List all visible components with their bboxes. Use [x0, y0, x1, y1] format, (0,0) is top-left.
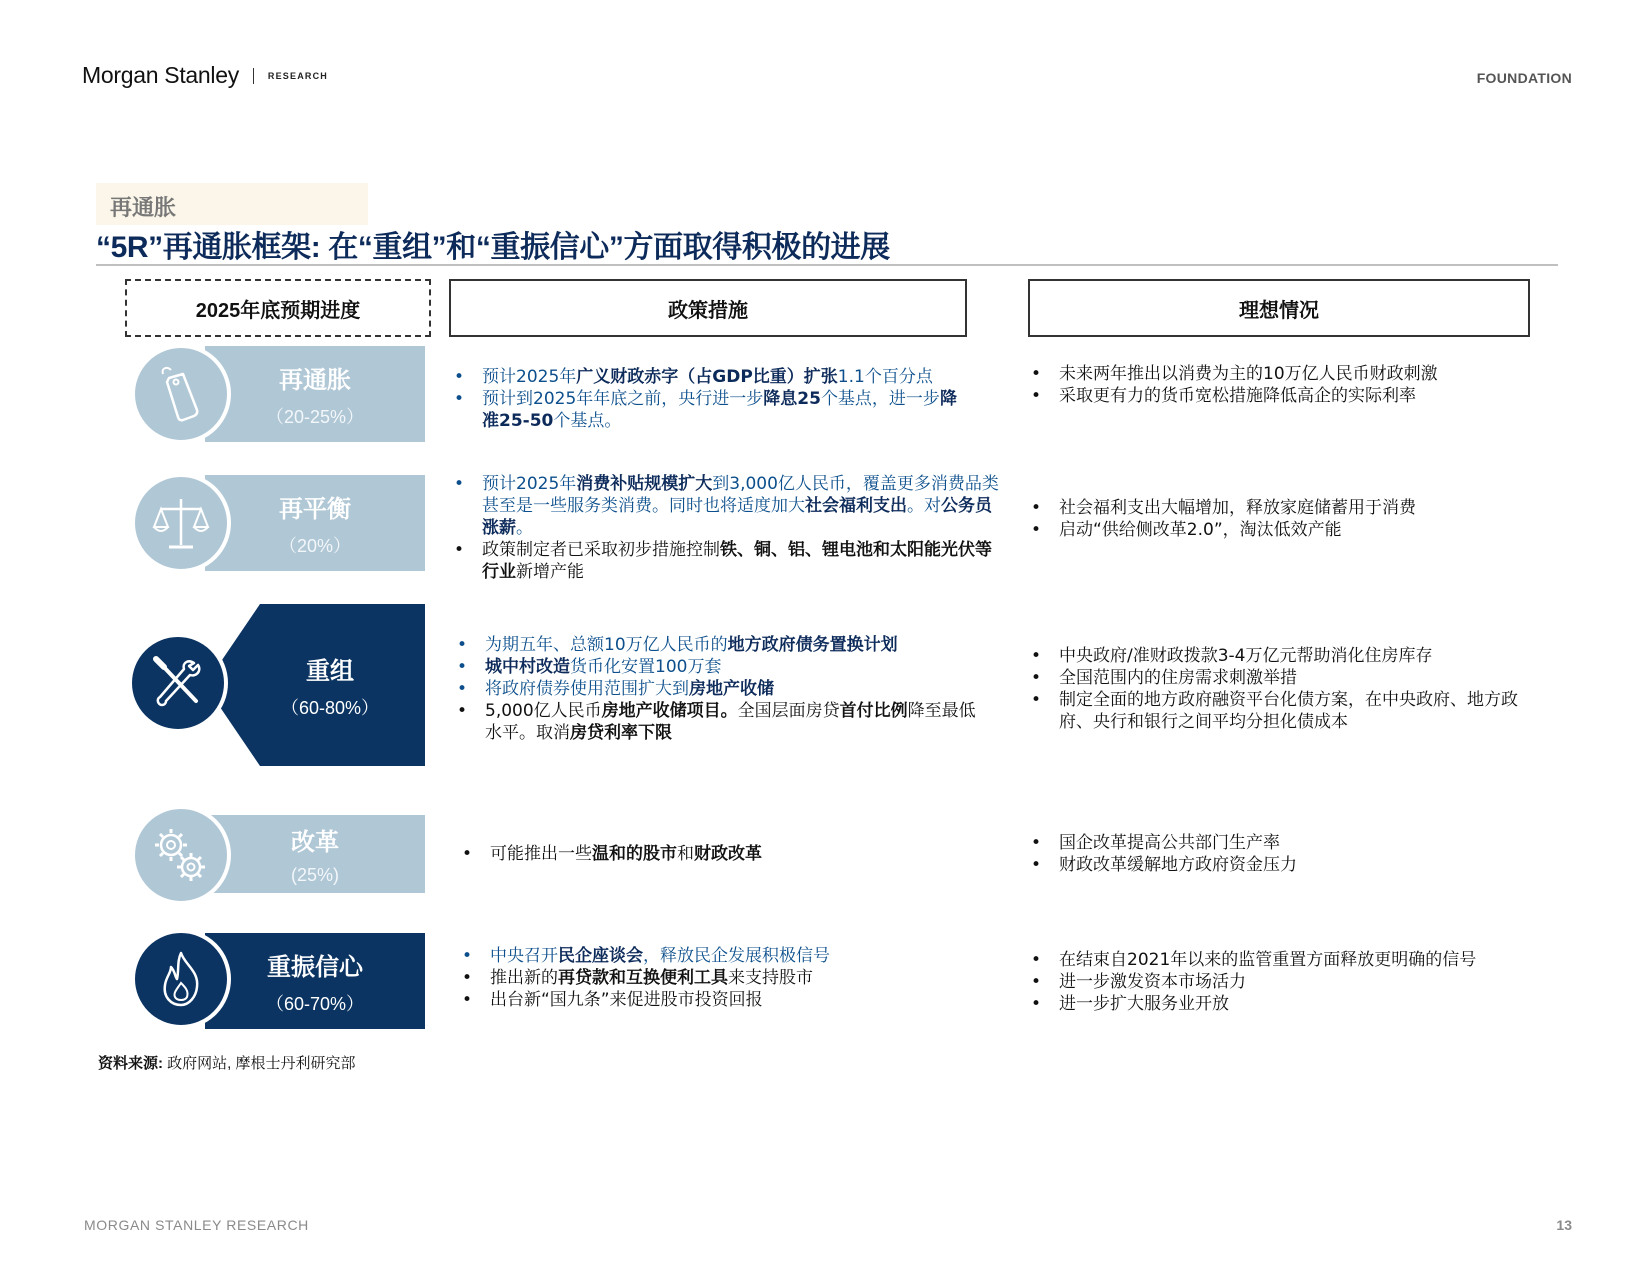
bullet-text: 降至最低水平。取消 [485, 701, 976, 743]
bullet-text: 。 [516, 518, 533, 538]
row-banner-confidence [205, 933, 425, 1029]
ideal-list-confidence [1029, 949, 1534, 1015]
policy-list-restructuring [455, 634, 980, 744]
column-header-ideal: 理想情况 [1028, 279, 1530, 337]
bullet-text: 。对 [907, 496, 941, 516]
ideal-bullet: • 社会福利支出大幅增加，释放家庭储蓄用于消费 [1029, 497, 1529, 519]
policy-list-confidence [460, 945, 990, 1011]
policy-bullet [460, 843, 980, 865]
ideal-bullet: • 财政改革缓解地方政府资金压力 [1029, 854, 1529, 876]
row-icon-circle [128, 633, 228, 733]
row-icon-circle [131, 344, 231, 444]
bullet-text: 中央召开 [490, 946, 558, 966]
row-banner-reform [205, 815, 425, 893]
bullet-emphasis: 再贷款和互换便利工具 [558, 968, 728, 988]
morgan-stanley-logo: Morgan Stanley [82, 62, 239, 88]
bullet-emphasis: 铁、铜、铝、锂电池和太阳能光伏等行业 [482, 540, 992, 582]
bullet-emphasis: 社会福利支出 [805, 496, 907, 516]
ideal-bullet: • 国企改革提高公共部门生产率 [1029, 832, 1529, 854]
flame-icon [149, 947, 213, 1011]
row-icon-circle [131, 805, 231, 905]
bullet-text: 出台新“国九条”来促进股市投资回报 [490, 990, 763, 1010]
bullet-text: 政策制定者已采取初步措施控制 [482, 540, 720, 560]
row-banner-rebalance [205, 475, 425, 571]
row-banner-text [235, 604, 425, 766]
logo-divider [253, 68, 254, 84]
bullet-text: 预计2025年 [482, 474, 577, 494]
row-percentage: （20-25%） [265, 406, 365, 427]
bullet-emphasis: 房地产收储项目。 [601, 701, 738, 721]
policy-bullet [452, 388, 972, 432]
bullet-text: 新增产能 [516, 562, 584, 582]
ideal-bullet: • 在结束自2021年以来的监管重置方面释放更明确的信号 [1029, 949, 1534, 971]
row-percentage: (25%) [290, 865, 339, 885]
bullet-emphasis: 财政改革 [694, 844, 762, 864]
page-number: 13 [1556, 1217, 1572, 1233]
bullet-text: 到3,000亿人民币，覆盖更多消费品类甚至是一些服务类消费。同时也将适度加大 [482, 474, 999, 516]
column-header-policy: 政策措施 [449, 279, 967, 337]
bullet-emphasis: 降息25 [763, 389, 821, 409]
page-title: “5R”再通胀框架: 在“重组”和“重振信心”方面取得积极的进展 [96, 231, 890, 264]
bullet-emphasis: 消费补贴规模扩大 [576, 474, 713, 494]
source-text: 政府网站, 摩根士丹利研究部 [163, 1055, 356, 1072]
bullet-emphasis: 公务员涨薪 [482, 496, 992, 538]
balance-scale-icon [149, 491, 213, 555]
bullet-text: ，释放民企发展积极信号 [643, 946, 830, 966]
bullet-text: 全国层面房贷 [737, 701, 840, 721]
row-title: 重组 [306, 657, 354, 685]
ideal-bullet: • 全国范围内的住房需求刺激举措 [1029, 667, 1534, 689]
policy-bullet [460, 967, 990, 989]
ideal-list-reform [1029, 832, 1529, 876]
bullet-text: 个基点。 [553, 411, 622, 431]
foundation-label: FOUNDATION [1476, 70, 1572, 86]
policy-bullet [460, 989, 990, 1011]
bullet-text: 5,000亿人民币 [485, 701, 602, 721]
ideal-list-rebalance [1029, 497, 1529, 541]
footer-brand: MORGAN STANLEY RESEARCH [84, 1217, 309, 1233]
section-tag: 再通胀 [96, 183, 368, 225]
row-title: 改革 [291, 829, 339, 856]
policy-bullet [460, 945, 990, 967]
source-label: 资料来源: [98, 1055, 163, 1072]
research-label: RESEARCH [267, 70, 328, 81]
row-icon-circle [131, 929, 231, 1029]
bullet-text: 预计到2025年年底之前，央行进一步 [482, 389, 764, 409]
row-title: 再通胀 [279, 366, 351, 394]
bullet-text: 货币化安置100万套 [570, 657, 722, 677]
row-title: 再平衡 [279, 495, 351, 523]
bullet-text: 将政府债券使用范围扩大到 [485, 679, 689, 699]
price-tag-icon [149, 362, 213, 426]
ideal-bullet: • 进一步激发资本市场活力 [1029, 971, 1534, 993]
ideal-bullet: • 进一步扩大服务业开放 [1029, 993, 1534, 1015]
policy-bullet [455, 634, 980, 656]
row-banner-reflation [205, 346, 425, 442]
bullet-emphasis: 温和的股市 [592, 844, 677, 864]
ideal-bullet: • 未来两年推出以消费为主的10万亿人民币财政刺激 [1029, 363, 1529, 385]
bullet-text: 可能推出一些 [490, 844, 592, 864]
ideal-bullet: • 启动“供给侧改革2.0”，淘汰低效产能 [1029, 519, 1529, 541]
bullet-text: 来支持股市 [728, 968, 813, 988]
policy-list-rebalance [452, 473, 1007, 583]
ideal-bullet: • 采取更有力的货币宽松措施降低高企的实际利率 [1029, 385, 1529, 407]
bullet-text: 个基点，进一步 [820, 389, 940, 409]
bullet-emphasis: 地方政府债务置换计划 [727, 635, 898, 655]
row-percentage: （60-70%） [265, 993, 365, 1014]
bullet-text: 和 [677, 844, 694, 864]
bullet-emphasis: 首付比例 [839, 701, 908, 721]
ideal-list-restructuring [1029, 645, 1534, 733]
row-icon-circle [131, 473, 231, 573]
bullet-emphasis: 广义财政赤字（占GDP比重）扩张 [576, 367, 838, 387]
ideal-bullet: • 制定全面的地方政府融资平台化债方案，在中央政府、地方政府、央行和银行之间平均分担化债成本 [1029, 689, 1534, 733]
column-header-progress: 2025年底预期进度 [125, 279, 431, 337]
row-percentage: （20%） [278, 535, 352, 556]
bullet-text: 为期五年、总额10万亿人民币的 [485, 635, 728, 655]
gears-icon [149, 823, 213, 887]
bullet-emphasis: 降准25-50 [482, 389, 957, 431]
bullet-text: 预计2025年 [482, 367, 577, 387]
policy-bullet [455, 700, 980, 744]
bullet-emphasis: 城中村改造 [485, 657, 570, 677]
policy-bullet [455, 678, 980, 700]
row-title: 重振信心 [267, 953, 363, 981]
header-logo [82, 62, 328, 89]
bullet-text: 推出新的 [490, 968, 558, 988]
policy-bullet [452, 473, 1007, 539]
policy-bullet [452, 539, 1007, 583]
ideal-list-reflation [1029, 363, 1529, 407]
policy-list-reflation [452, 366, 972, 432]
wrench-screwdriver-icon [146, 651, 210, 715]
source-note [98, 1052, 356, 1073]
bullet-emphasis: 房地产收储 [689, 679, 774, 699]
bullet-text: 1.1个百分点 [837, 367, 933, 387]
ideal-bullet: • 中央政府/准财政拨款3-4万亿元帮助消化住房库存 [1029, 645, 1534, 667]
bullet-emphasis: 民企座谈会 [558, 946, 643, 966]
row-percentage: （60-80%） [280, 697, 380, 718]
policy-list-reform [460, 843, 980, 865]
policy-bullet [455, 656, 980, 678]
policy-bullet [452, 366, 972, 388]
title-divider [96, 264, 1558, 266]
bullet-emphasis: 房贷利率下限 [570, 723, 672, 743]
